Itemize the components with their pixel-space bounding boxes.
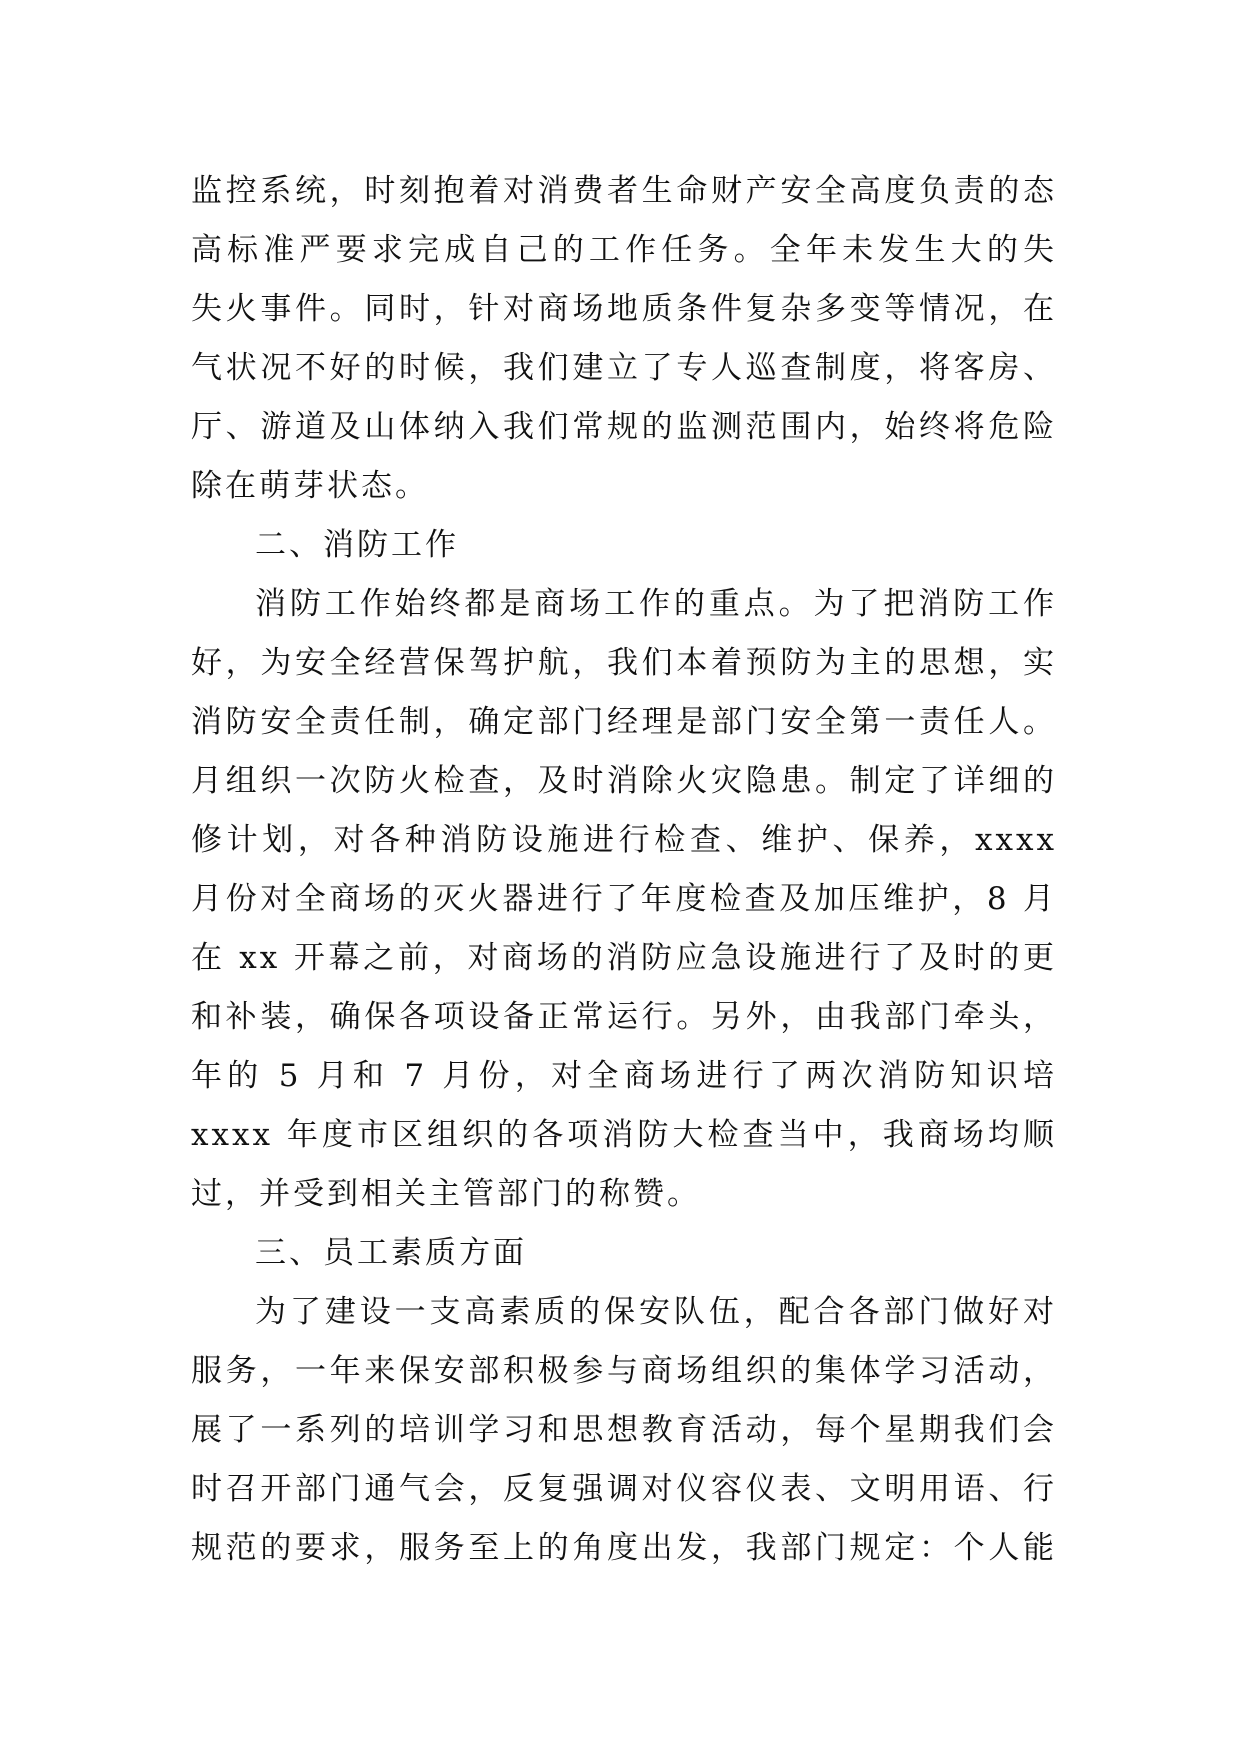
paragraph-line: 月组织一次防火检查，及时消除火灾隐患。制定了详细的 <box>191 763 1057 799</box>
paragraph-line: 规范的要求，服务至上的角度出发，我部门规定：个人能 <box>191 1530 1057 1566</box>
paragraph-line: 年的 5 月和 7 月份，对全商场进行了两次消防知识培 <box>191 1058 1057 1094</box>
paragraph-line: 服务，一年来保安部积极参与商场组织的集体学习活动， <box>191 1353 1057 1389</box>
paragraph-line: 修计划，对各种消防设施进行检查、维护、保养，xxxx <box>191 822 1057 858</box>
paragraph-line: 厅、游道及山体纳入我们常规的监测范围内，始终将危险 <box>191 409 1057 445</box>
paragraph-line: 为了建设一支高素质的保安队伍，配合各部门做好对 <box>255 1294 1057 1330</box>
paragraph-line: 消防安全责任制，确定部门经理是部门安全第一责任人。 <box>191 704 1057 740</box>
section-heading-staff-quality: 三、员工素质方面 <box>255 1235 527 1271</box>
paragraph-line: 展了一系列的培训学习和思想教育活动，每个星期我们会 <box>191 1412 1057 1448</box>
paragraph-line: 时召开部门通气会，反复强调对仪容仪表、文明用语、行 <box>191 1471 1057 1507</box>
paragraph-line: 好，为安全经营保驾护航，我们本着预防为主的思想，实 <box>191 645 1057 681</box>
section-heading-fire-safety: 二、消防工作 <box>255 527 459 563</box>
paragraph-line: 监控系统，时刻抱着对消费者生命财产安全高度负责的态 <box>191 173 1057 209</box>
paragraph-line: 在 xx 开幕之前，对商场的消防应急设施进行了及时的更 <box>191 940 1057 976</box>
paragraph-line: 月份对全商场的灭火器进行了年度检查及加压维护，8 月 <box>191 881 1057 917</box>
paragraph-line: xxxx 年度市区组织的各项消防大检查当中，我商场均顺 <box>191 1117 1057 1153</box>
paragraph-line: 失火事件。同时，针对商场地质条件复杂多变等情况，在 <box>191 291 1057 327</box>
paragraph-line: 高标准严要求完成自己的工作任务。全年未发生大的失 <box>191 232 1057 268</box>
paragraph-line: 气状况不好的时候，我们建立了专人巡查制度，将客房、 <box>191 350 1057 386</box>
paragraph-line: 和补装，确保各项设备正常运行。另外，由我部门牵头， <box>191 999 1057 1035</box>
paragraph-line: 除在萌芽状态。 <box>191 468 429 504</box>
paragraph-line: 消防工作始终都是商场工作的重点。为了把消防工作 <box>255 586 1057 622</box>
document-body <box>191 162 1057 1578</box>
paragraph-line: 过，并受到相关主管部门的称赞。 <box>191 1176 701 1212</box>
